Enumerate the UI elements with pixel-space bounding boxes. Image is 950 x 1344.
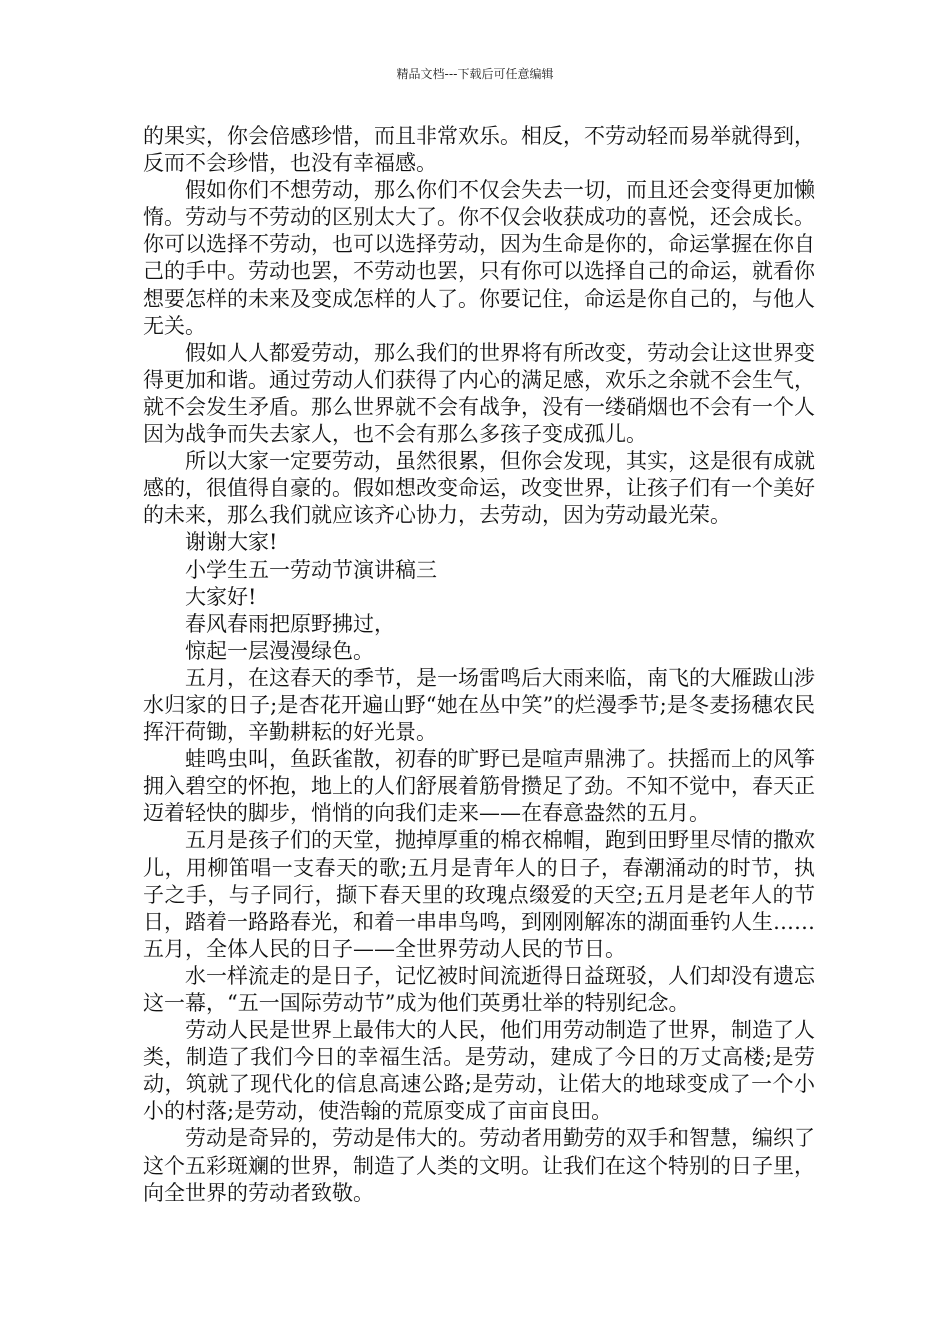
paragraph: 劳动人民是世界上最伟大的人民，他们用劳动制造了世界，制造了人类，制造了我们今日的幸福生活。是劳动，建成了今日的万丈高楼;是劳动，筑就了现代化的信息高速公路;是劳动，让偌大的地球变成了一个小小的村落;是劳动，使浩翰的荒原变成了亩亩良田。 bbox=[143, 1018, 815, 1124]
paragraph: 五月是孩子们的天堂，抛掉厚重的棉衣棉帽，跑到田野里尽情的撒欢儿，用柳笛唱一支春天的歌;五月是青年人的日子，春潮涌动的时节，执子之手，与子同行，撷下春天里的玫瑰点缀爱的天空;五月是老年人的节日，踏着一路路春光，和着一串串鸟鸣，到刚刚解冻的湖面垂钓人生……五月，全体人民的日子——全世界劳动人民的节日。 bbox=[143, 828, 815, 961]
paragraph: 五月，在这春天的季节，是一场雷鸣后大雨来临，南飞的大雁跋山涉水归家的日子;是杏花开遍山野“她在丛中笑”的烂漫季节;是冬麦扬穗农民挥汗荷锄，辛勤耕耘的好光景。 bbox=[143, 665, 815, 745]
paragraph: 假如你们不想劳动，那么你们不仅会失去一切，而且还会变得更加懒惰。劳动与不劳动的区别太大了。你不仅会收获成功的喜悦，还会成长。你可以选择不劳动，也可以选择劳动，因为生命是你的，命运掌握在你自己的手中。劳动也罢，不劳动也罢，只有你可以选择自己的命运，就看你想要怎样的未来及变成怎样的人了。你要记住，命运是你自己的，与他人无关。 bbox=[143, 178, 815, 338]
document-body bbox=[143, 123, 815, 1207]
paragraph: 劳动是奇异的，劳动是伟大的。劳动者用勤劳的双手和智慧，编织了这个五彩斑斓的世界，制造了人类的文明。让我们在这个特别的日子里，向全世界的劳动者致敬。 bbox=[143, 1126, 815, 1205]
verse-line: 春风春雨把原野拂过， bbox=[185, 611, 395, 636]
paragraph: 蛙鸣虫叫，鱼跃雀散，初春的旷野已是喧声鼎沸了。扶摇而上的风筝拥入碧空的怀抱，地上的人们舒展着筋骨攒足了劲。不知不觉中，春天正迈着轻快的脚步，悄悄的向我们走来——在春意盎然的五月。 bbox=[143, 747, 815, 826]
paragraph: 所以大家一定要劳动，虽然很累，但你会发现，其实，这是很有成就感的，很值得自豪的。假如想改变命运，改变世界，让孩子们有一个美好的未来，那么我们就应该齐心协力，去劳动，因为劳动最光荣。 bbox=[143, 449, 815, 528]
paragraph: 的果实，你会倍感珍惜，而且非常欢乐。相反，不劳动轻而易举就得到，反而不会珍惜，也没有幸福感。 bbox=[143, 124, 815, 176]
greeting-line: 大家好! bbox=[185, 584, 257, 609]
paragraph: 水一样流走的是日子，记忆被时间流逝得日益斑驳，人们却没有遗忘这一幕，“五一国际劳动节”成为他们英勇壮举的特别纪念。 bbox=[143, 963, 815, 1015]
closing-line: 谢谢大家! bbox=[185, 530, 278, 555]
paragraph: 假如人人都爱劳动，那么我们的世界将有所改变，劳动会让这世界变得更加和谐。通过劳动人们获得了内心的满足感，欢乐之余就不会生气，就不会发生矛盾。那么世界就不会有战争，没有一缕硝烟也不会有一个人因为战争而失去家人，也不会有那么多孩子变成孤儿。 bbox=[143, 340, 815, 447]
page-header: 精品文档---下载后可任意编辑 bbox=[396, 67, 554, 81]
verse-line: 惊起一层漫漫绿色。 bbox=[185, 638, 374, 663]
speech-title: 小学生五一劳动节演讲稿三 bbox=[185, 557, 437, 582]
